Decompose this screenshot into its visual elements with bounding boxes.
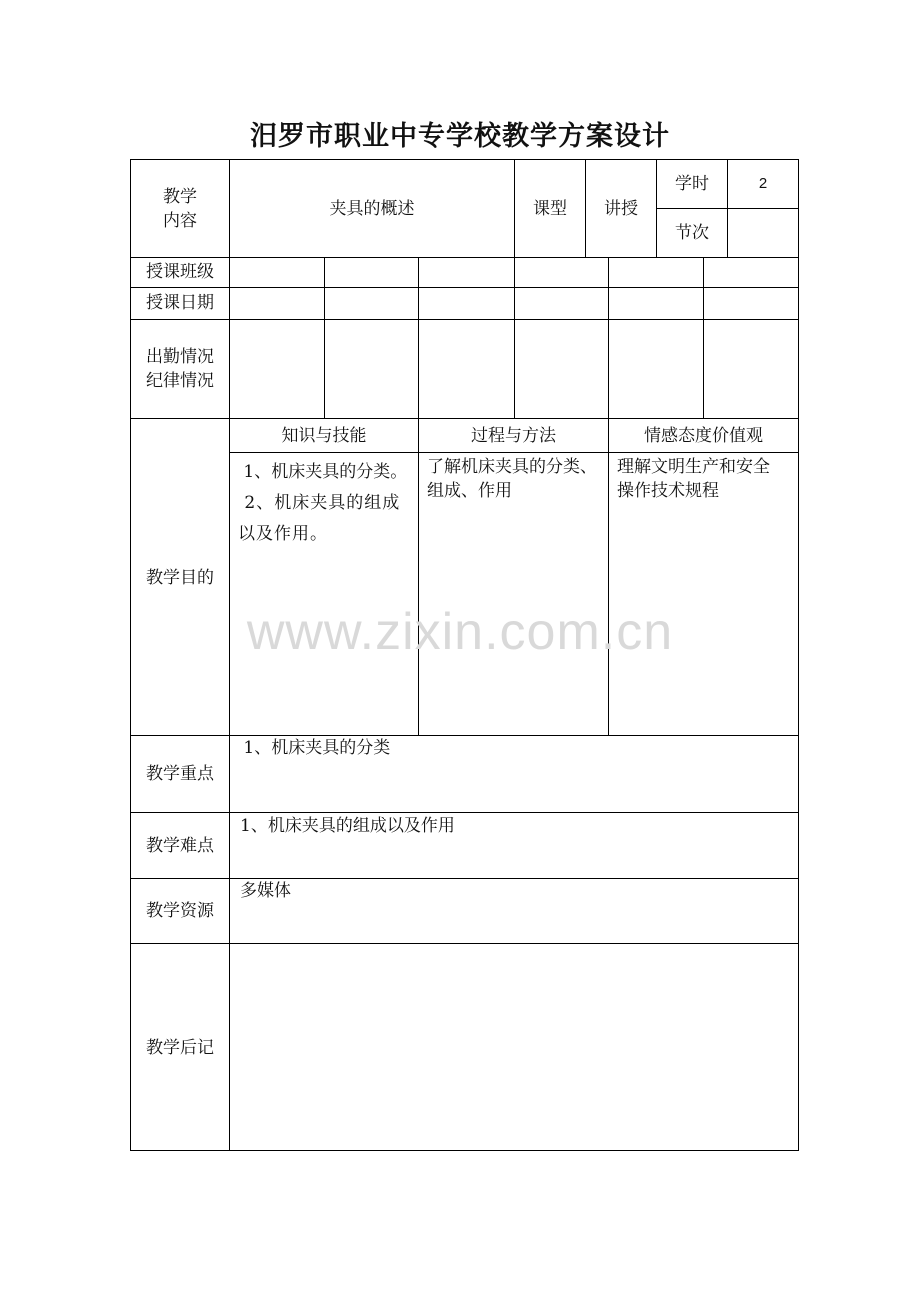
table-rule xyxy=(130,878,799,879)
difficulties-value: 1、机床夹具的组成以及作用 xyxy=(240,816,455,836)
table-rule xyxy=(229,452,799,453)
table-rule xyxy=(514,257,515,418)
resources-label: 教学资源 xyxy=(146,901,214,921)
table-rule xyxy=(418,257,419,735)
class-label: 授课班级 xyxy=(146,262,214,282)
type-value: 讲授 xyxy=(604,199,638,219)
objectives-col2-line: 了解机床夹具的分类、 xyxy=(427,457,597,477)
content-label: 教学 xyxy=(163,187,197,207)
key-points-value: 1、机床夹具的分类 xyxy=(238,738,391,758)
watermark-text: www.zixin.com.cn xyxy=(246,603,674,661)
table-rule xyxy=(608,257,609,735)
table-rule xyxy=(324,257,325,418)
type-label: 课型 xyxy=(533,199,567,219)
objectives-col1-header: 知识与技能 xyxy=(281,426,367,446)
table-border-top xyxy=(130,159,799,160)
objectives-col3-line: 理解文明生产和安全 xyxy=(617,457,770,477)
table-rule xyxy=(130,812,799,813)
table-rule xyxy=(130,418,799,419)
table-rule xyxy=(130,735,799,736)
reflection-label: 教学后记 xyxy=(146,1038,214,1058)
session-label: 节次 xyxy=(675,223,709,243)
page-title: 汨罗市职业中专学校教学方案设计 xyxy=(250,121,670,152)
content-value: 夹具的概述 xyxy=(329,199,415,219)
table-rule xyxy=(130,943,799,944)
objectives-col2-header: 过程与方法 xyxy=(471,426,556,446)
table-border-bottom xyxy=(130,1150,799,1151)
table-rule xyxy=(130,257,799,258)
difficulties-label: 教学难点 xyxy=(146,836,214,856)
key-points-label: 教学重点 xyxy=(146,764,214,784)
table-border-right xyxy=(798,159,799,1151)
content-label: 内容 xyxy=(163,211,197,231)
objectives-col2-line: 组成、作用 xyxy=(427,481,512,501)
hours-value: 2 xyxy=(758,175,768,192)
table-rule xyxy=(130,319,799,320)
table-rule xyxy=(130,287,799,288)
hours-label: 学时 xyxy=(675,174,709,194)
objectives-col1-line: 以及作用。 xyxy=(238,524,328,544)
table-rule xyxy=(703,257,704,418)
objectives-label: 教学目的 xyxy=(146,568,214,588)
attendance-label: 出勤情况 xyxy=(146,347,214,367)
objectives-col3-header: 情感态度价值观 xyxy=(644,426,763,446)
date-label: 授课日期 xyxy=(146,293,214,313)
resources-value: 多媒体 xyxy=(240,881,291,901)
objectives-col3-line: 操作技术规程 xyxy=(617,481,719,501)
objectives-col1-line: 2、机床夹具的组成 xyxy=(238,493,401,513)
discipline-label: 纪律情况 xyxy=(146,371,214,391)
objectives-col1-line: 1、机床夹具的分类。 xyxy=(238,462,408,482)
table-rule xyxy=(229,159,230,1151)
